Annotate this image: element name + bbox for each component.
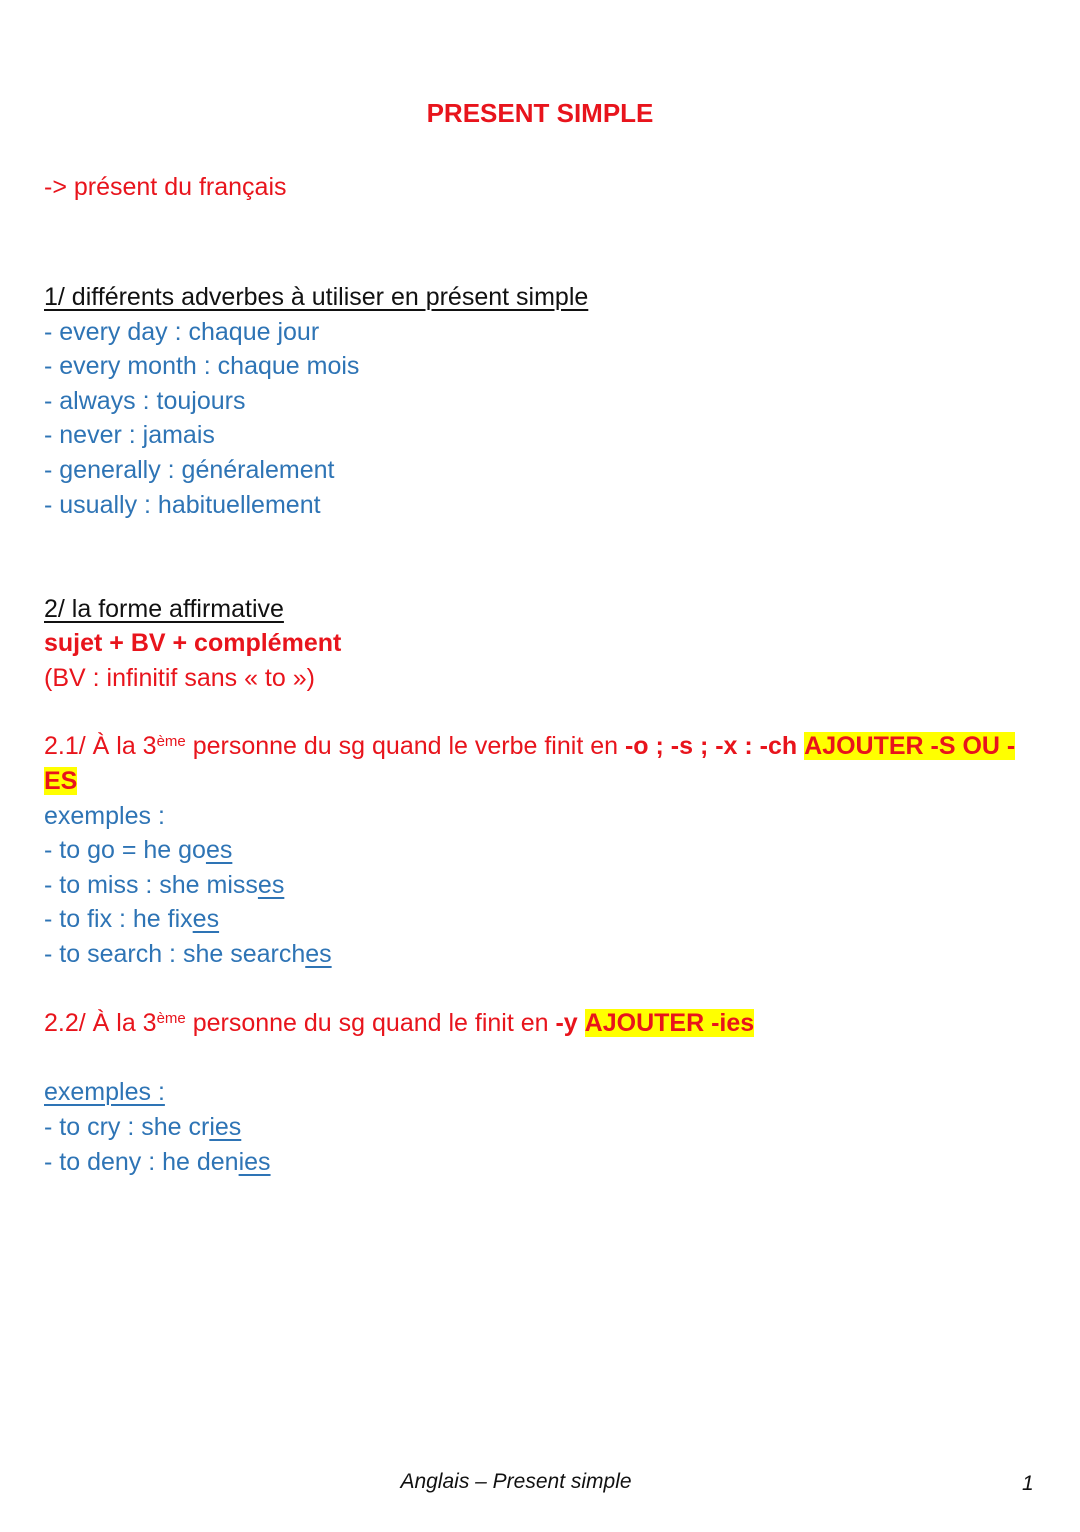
section21-rule-cont [44, 764, 77, 798]
section1-heading: 1/ différents adverbes à utiliser en présent simple [44, 283, 589, 311]
page-title: PRESENT SIMPLE [426, 98, 654, 128]
example-ending: es [205, 836, 233, 864]
section21-middle: personne du sg quand le verbe finit en [185, 732, 625, 760]
bv-note: (BV : infinitif sans « to ») [44, 664, 315, 692]
example-base: - to fix : he fix [44, 905, 193, 933]
section22-sup: ème [156, 1010, 186, 1027]
example-item [44, 833, 232, 867]
example-item [44, 1110, 241, 1144]
adverb-item: - always : toujours [44, 387, 246, 415]
examples-label: exemples : [44, 1078, 165, 1106]
examples-label: exemples : [44, 802, 165, 830]
section21-sup: ème [156, 733, 186, 750]
example-ending: es [305, 940, 332, 968]
formula-line: sujet + BV + complément [44, 629, 342, 657]
example-ending: ies [238, 1148, 271, 1176]
section22-rule [44, 1006, 754, 1040]
example-ending: es [192, 905, 220, 933]
example-base: - to go = he go [44, 836, 206, 864]
page-number: 1 [1022, 1472, 1034, 1495]
page-footer: Anglais – Present simple [400, 1470, 632, 1493]
example-item [44, 937, 332, 971]
section22-prefix: 2.2/ À la 3 [44, 1009, 157, 1037]
example-ending: ies [209, 1113, 242, 1141]
section22-ending: -y [555, 1009, 578, 1037]
adverb-item: - generally : généralement [44, 456, 335, 484]
section21-highlight-cont: ES [44, 767, 78, 795]
example-item [44, 902, 219, 936]
intro-line: -> présent du français [44, 173, 287, 201]
example-ending: es [257, 871, 285, 899]
adverb-item: - usually : habituellement [44, 491, 321, 519]
adverb-item: - every month : chaque mois [44, 352, 360, 380]
section21-endings: -o ; -s ; -x : -ch [624, 732, 798, 760]
section21-rule [44, 729, 1015, 763]
adverb-item: - never : jamais [44, 421, 215, 449]
example-base: - to miss : she miss [44, 871, 258, 899]
example-item [44, 868, 284, 902]
section21-prefix: 2.1/ À la 3 [44, 732, 157, 760]
example-base: - to deny : he den [44, 1148, 239, 1176]
example-item [44, 1145, 271, 1179]
section22-middle: personne du sg quand le finit en [185, 1009, 556, 1037]
section21-highlight: AJOUTER -S OU - [804, 732, 1016, 760]
section2-heading: 2/ la forme affirmative [44, 595, 284, 623]
example-base: - to cry : she cr [44, 1113, 210, 1141]
section22-highlight: AJOUTER -ies [584, 1009, 755, 1037]
example-base: - to search : she search [44, 940, 306, 968]
adverb-item: - every day : chaque jour [44, 318, 320, 346]
